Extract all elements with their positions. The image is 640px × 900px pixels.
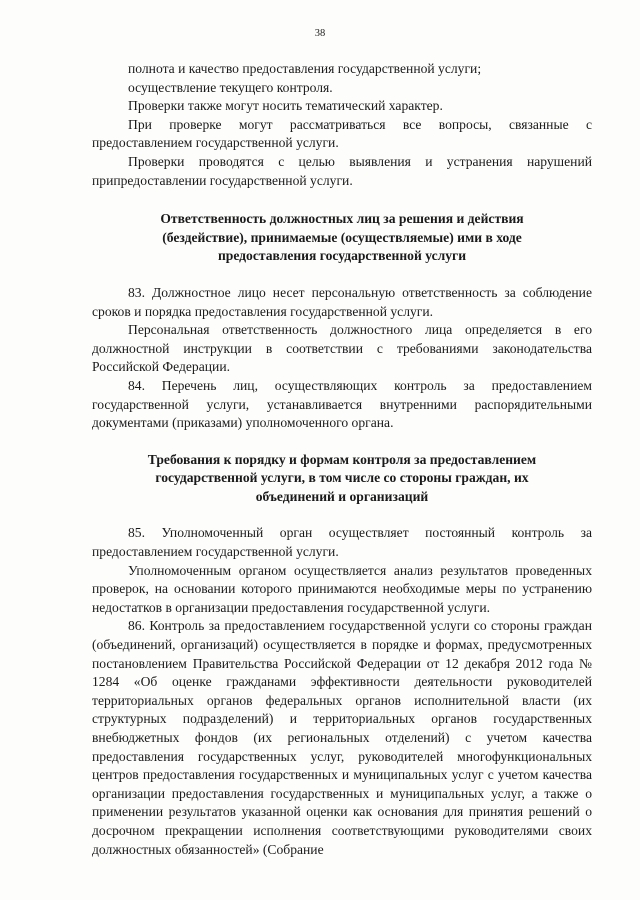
paragraph: Уполномоченным органом осуществляется анализ результатов проведенных проверок, на основании которого принимаются необходимые меры по устранению недостатков в организации предоставления государственной услуги. [92, 562, 592, 615]
paragraph: Проверки проводятся с целью выявления и устранения нарушений припредоставлении государственной услуги. [92, 153, 592, 188]
page-number: 38 [314, 28, 326, 39]
paragraph: При проверке могут рассматриваться все вопросы, связанные с предоставлением государственной услуги. [92, 116, 592, 151]
paragraph: Персональная ответственность должностного лица определяется в его должностной инструкции в соответствии с требованиями законодательства Российской Федерации. [92, 322, 592, 375]
page-content [92, 60, 592, 859]
section-heading: Ответственность должностных лиц за решения и действия (бездействие), принимаемые (осуществляемые) ими в ходе предоставления государственной услуги [160, 211, 524, 264]
paragraph: 84. Перечень лиц, осуществляющих контроль за предоставлением государственной услуги, устанавливается внутренними распорядительными документами (приказами) уполномоченного органа. [92, 377, 592, 431]
paragraph: полнота и качество предоставления государственной услуги; [128, 61, 482, 76]
paragraph: осуществление текущего контроля. [128, 79, 333, 95]
section-heading: Требования к порядку и формам контроля за предоставлением государственной услуги, в том числе со стороны граждан, их объединений и организаций [147, 451, 537, 504]
paragraph: 86. Контроль за предоставлением государственной услуги со стороны граждан (объединений, организаций) осуществляется в порядке и формах, предусмотренных постановлением Правительства Российской Федерации от 12 декабря 2012 года № 1284 «Об оценке гражданами эффективности деятельности руководителей территориальных органов федеральных органов исполнительной власти (их структурных подразделений) и территориальных органов государственных внебюджетных фондов (их региональных отделений) с учетом качества предоставления государственных услуг, руководителей многофункциональных центров предоставления государственных и муниципальных услуг с учетом качества организации предоставления государственных и муниципальных услуг, а также о применении результатов указанной оценки как основания для принятия решений о досрочном прекращении исполнения соответствующими руководителями своих должностных обязанностей» (Собрание [92, 618, 592, 857]
paragraph: 83. Должностное лицо несет персональную ответственность за соблюдение сроков и порядка предоставления государственной услуги. [92, 284, 592, 319]
paragraph: 85. Уполномоченный орган осуществляет постоянный контроль за предоставлением государственной услуги. [92, 525, 592, 560]
paragraph: Проверки также могут носить тематический характер. [128, 98, 443, 114]
